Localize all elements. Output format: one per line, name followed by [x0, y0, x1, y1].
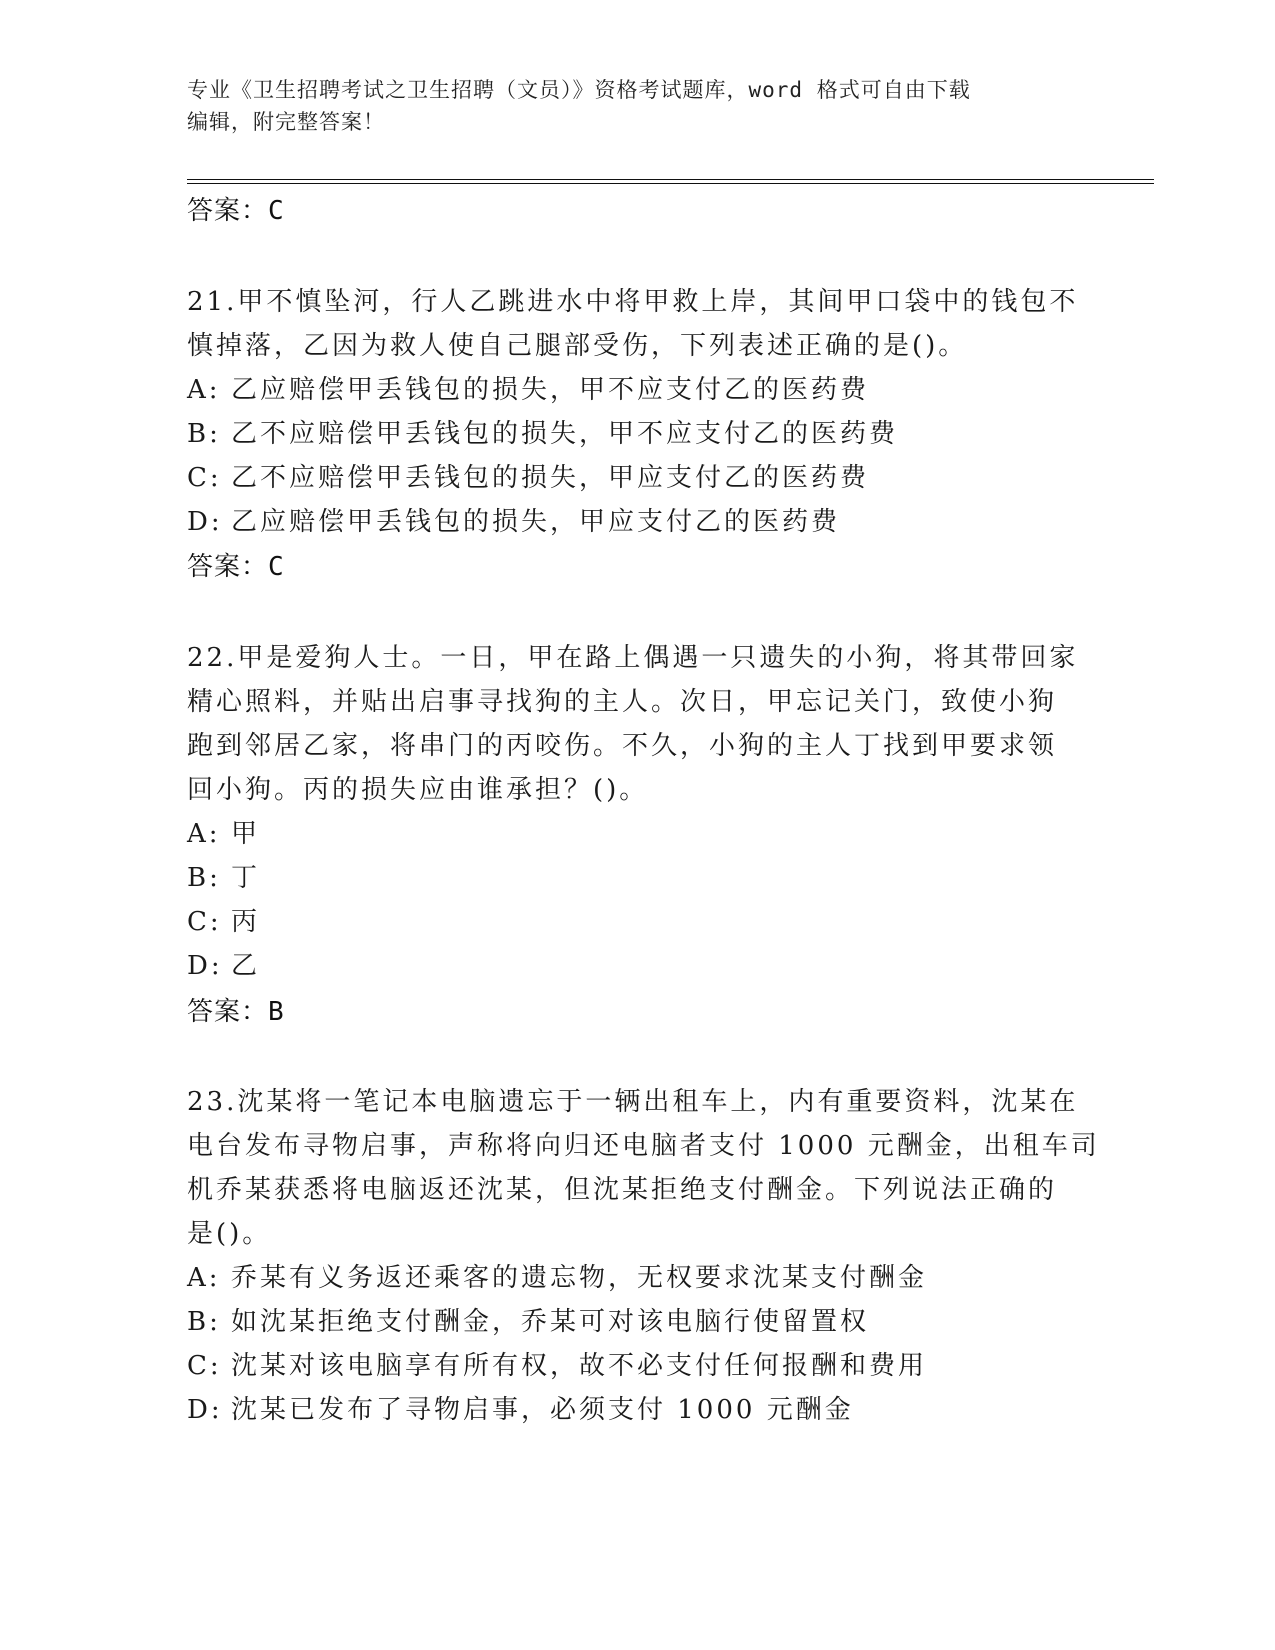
option-text: 乙不应赔偿甲丢钱包的损失，甲不应支付乙的医药费	[231, 419, 899, 449]
q22-stem-line: 22.甲是爱狗人士。一日，甲在路上偶遇一只遗失的小狗，将其带回家	[187, 643, 1079, 673]
header-line-1: 专业《卫生招聘考试之卫生招聘（文员）》资格考试题库，word 格式可自由下载	[187, 78, 971, 102]
header-divider-top	[187, 179, 1154, 180]
option-text: 甲	[231, 819, 261, 849]
q23-option-c	[187, 1345, 927, 1382]
q22-stem-line: 跑到邻居乙家，将串门的丙咬伤。不久，小狗的主人丁找到甲要求领	[187, 731, 1058, 761]
q23-stem-line: 电台发布寻物启事，声称将向归还电脑者支付 1000 元酬金，出租车司	[187, 1131, 1100, 1161]
q21-option-c	[187, 457, 869, 494]
q23-option-a	[187, 1257, 927, 1294]
option-key: B:	[187, 863, 221, 893]
option-key: C:	[187, 463, 222, 493]
q22-option-d	[187, 945, 260, 982]
q21-option-a	[187, 369, 869, 406]
q21-answer: 答案：C	[187, 552, 285, 582]
q23-stem-line: 机乔某获悉将电脑返还沈某，但沈某拒绝支付酬金。下列说法正确的	[187, 1175, 1058, 1205]
option-key: A:	[187, 1263, 221, 1293]
q22-option-c	[187, 901, 260, 938]
option-text: 沈某已发布了寻物启事，必须支付 1000 元酬金	[231, 1395, 854, 1425]
q21-stem-line: 21.甲不慎坠河，行人乙跳进水中将甲救上岸，其间甲口袋中的钱包不	[187, 287, 1079, 317]
q22-option-a	[187, 813, 260, 850]
option-key: D:	[187, 507, 223, 537]
q23-stem-line: 23.沈某将一笔记本电脑遗忘于一辆出租车上，内有重要资料，沈某在	[187, 1087, 1079, 1117]
option-text: 沈某对该电脑享有所有权，故不必支付任何报酬和费用	[231, 1351, 928, 1381]
q23-option-d	[187, 1389, 854, 1426]
option-text: 乙应赔偿甲丢钱包的损失，甲不应支付乙的医药费	[231, 375, 870, 405]
option-key: D:	[187, 1395, 223, 1425]
option-text: 乙应赔偿甲丢钱包的损失，甲应支付乙的医药费	[231, 507, 841, 537]
q21-option-d	[187, 501, 840, 538]
q21-option-b	[187, 413, 898, 450]
option-key: B:	[187, 419, 221, 449]
q22-stem-line: 回小狗。丙的损失应由谁承担？()。	[187, 775, 649, 805]
option-text: 乔某有义务返还乘客的遗忘物，无权要求沈某支付酬金	[231, 1263, 928, 1293]
option-key: C:	[187, 1351, 222, 1381]
option-key: B:	[187, 1307, 221, 1337]
option-text: 乙	[231, 951, 261, 981]
header-divider-bottom	[187, 183, 1154, 184]
q23-stem-line: 是()。	[187, 1219, 272, 1249]
q21-stem-line: 慎掉落，乙因为救人使自己腿部受伤，下列表述正确的是()。	[187, 331, 968, 361]
option-text: 如沈某拒绝支付酬金，乔某可对该电脑行使留置权	[231, 1307, 870, 1337]
option-key: A:	[187, 375, 221, 405]
q22-stem-line: 精心照料，并贴出启事寻找狗的主人。次日，甲忘记关门，致使小狗	[187, 687, 1058, 717]
document-header	[187, 74, 1087, 138]
q23-option-b	[187, 1301, 869, 1338]
option-key: D:	[187, 951, 223, 981]
previous-answer: 答案：C	[187, 196, 285, 226]
option-text: 丙	[231, 907, 261, 937]
option-key: A:	[187, 819, 221, 849]
option-text: 丁	[231, 863, 261, 893]
q22-option-b	[187, 857, 260, 894]
header-line-2: 编辑，附完整答案！	[187, 110, 385, 134]
option-key: C:	[187, 907, 222, 937]
option-text: 乙不应赔偿甲丢钱包的损失，甲应支付乙的医药费	[231, 463, 870, 493]
q22-answer: 答案：B	[187, 997, 285, 1027]
